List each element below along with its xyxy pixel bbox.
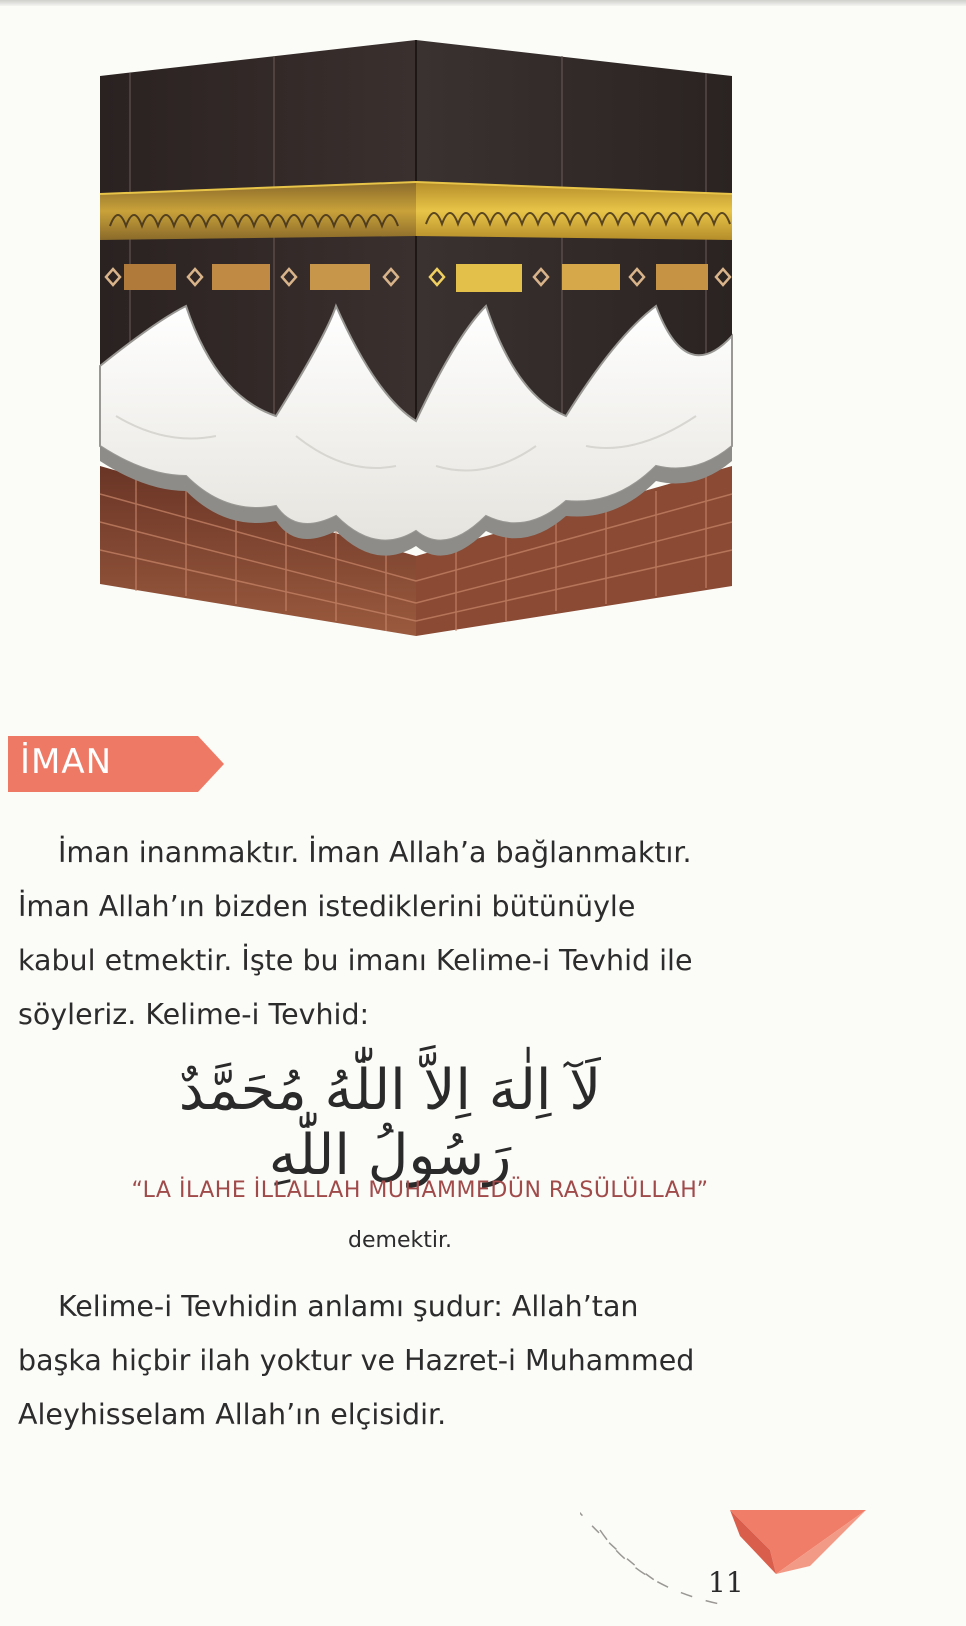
transliteration-text: “LA İLAHE İLLALLAH MUHAMMEDÜN RASÜLÜLLAH” bbox=[131, 1178, 709, 1203]
arabic-kelime-tevhid: لَآ اِلٰهَ اِلاَّ اللّٰهُ مُحَمَّدٌ رَسُولُ اللّٰهِ bbox=[178, 1058, 602, 1188]
transliteration-suffix: demektir. bbox=[348, 1228, 452, 1253]
page-number: 11 bbox=[708, 1566, 744, 1599]
page-top-border bbox=[0, 0, 966, 6]
body-paragraph-2: Kelime-i Tevhidin anlamı şudur: Allah’tan başka hiçbir ilah yoktur ve Hazret-i Muhammed Aleyhisselam Allah’ın elçisidir. bbox=[18, 1290, 695, 1431]
section-heading-tag bbox=[8, 732, 226, 796]
kaaba-illustration bbox=[96, 36, 772, 664]
body-paragraph-1: İman inanmaktır. İman Allah’a bağlanmaktır. İman Allah’ın bizden istediklerini bütünüyle kabul etmektir. İşte bu imanı Kelime-i Tevhid ile söyleriz. Kelime-i Tevhid: bbox=[18, 836, 693, 1031]
section-title: İMAN bbox=[20, 742, 113, 782]
